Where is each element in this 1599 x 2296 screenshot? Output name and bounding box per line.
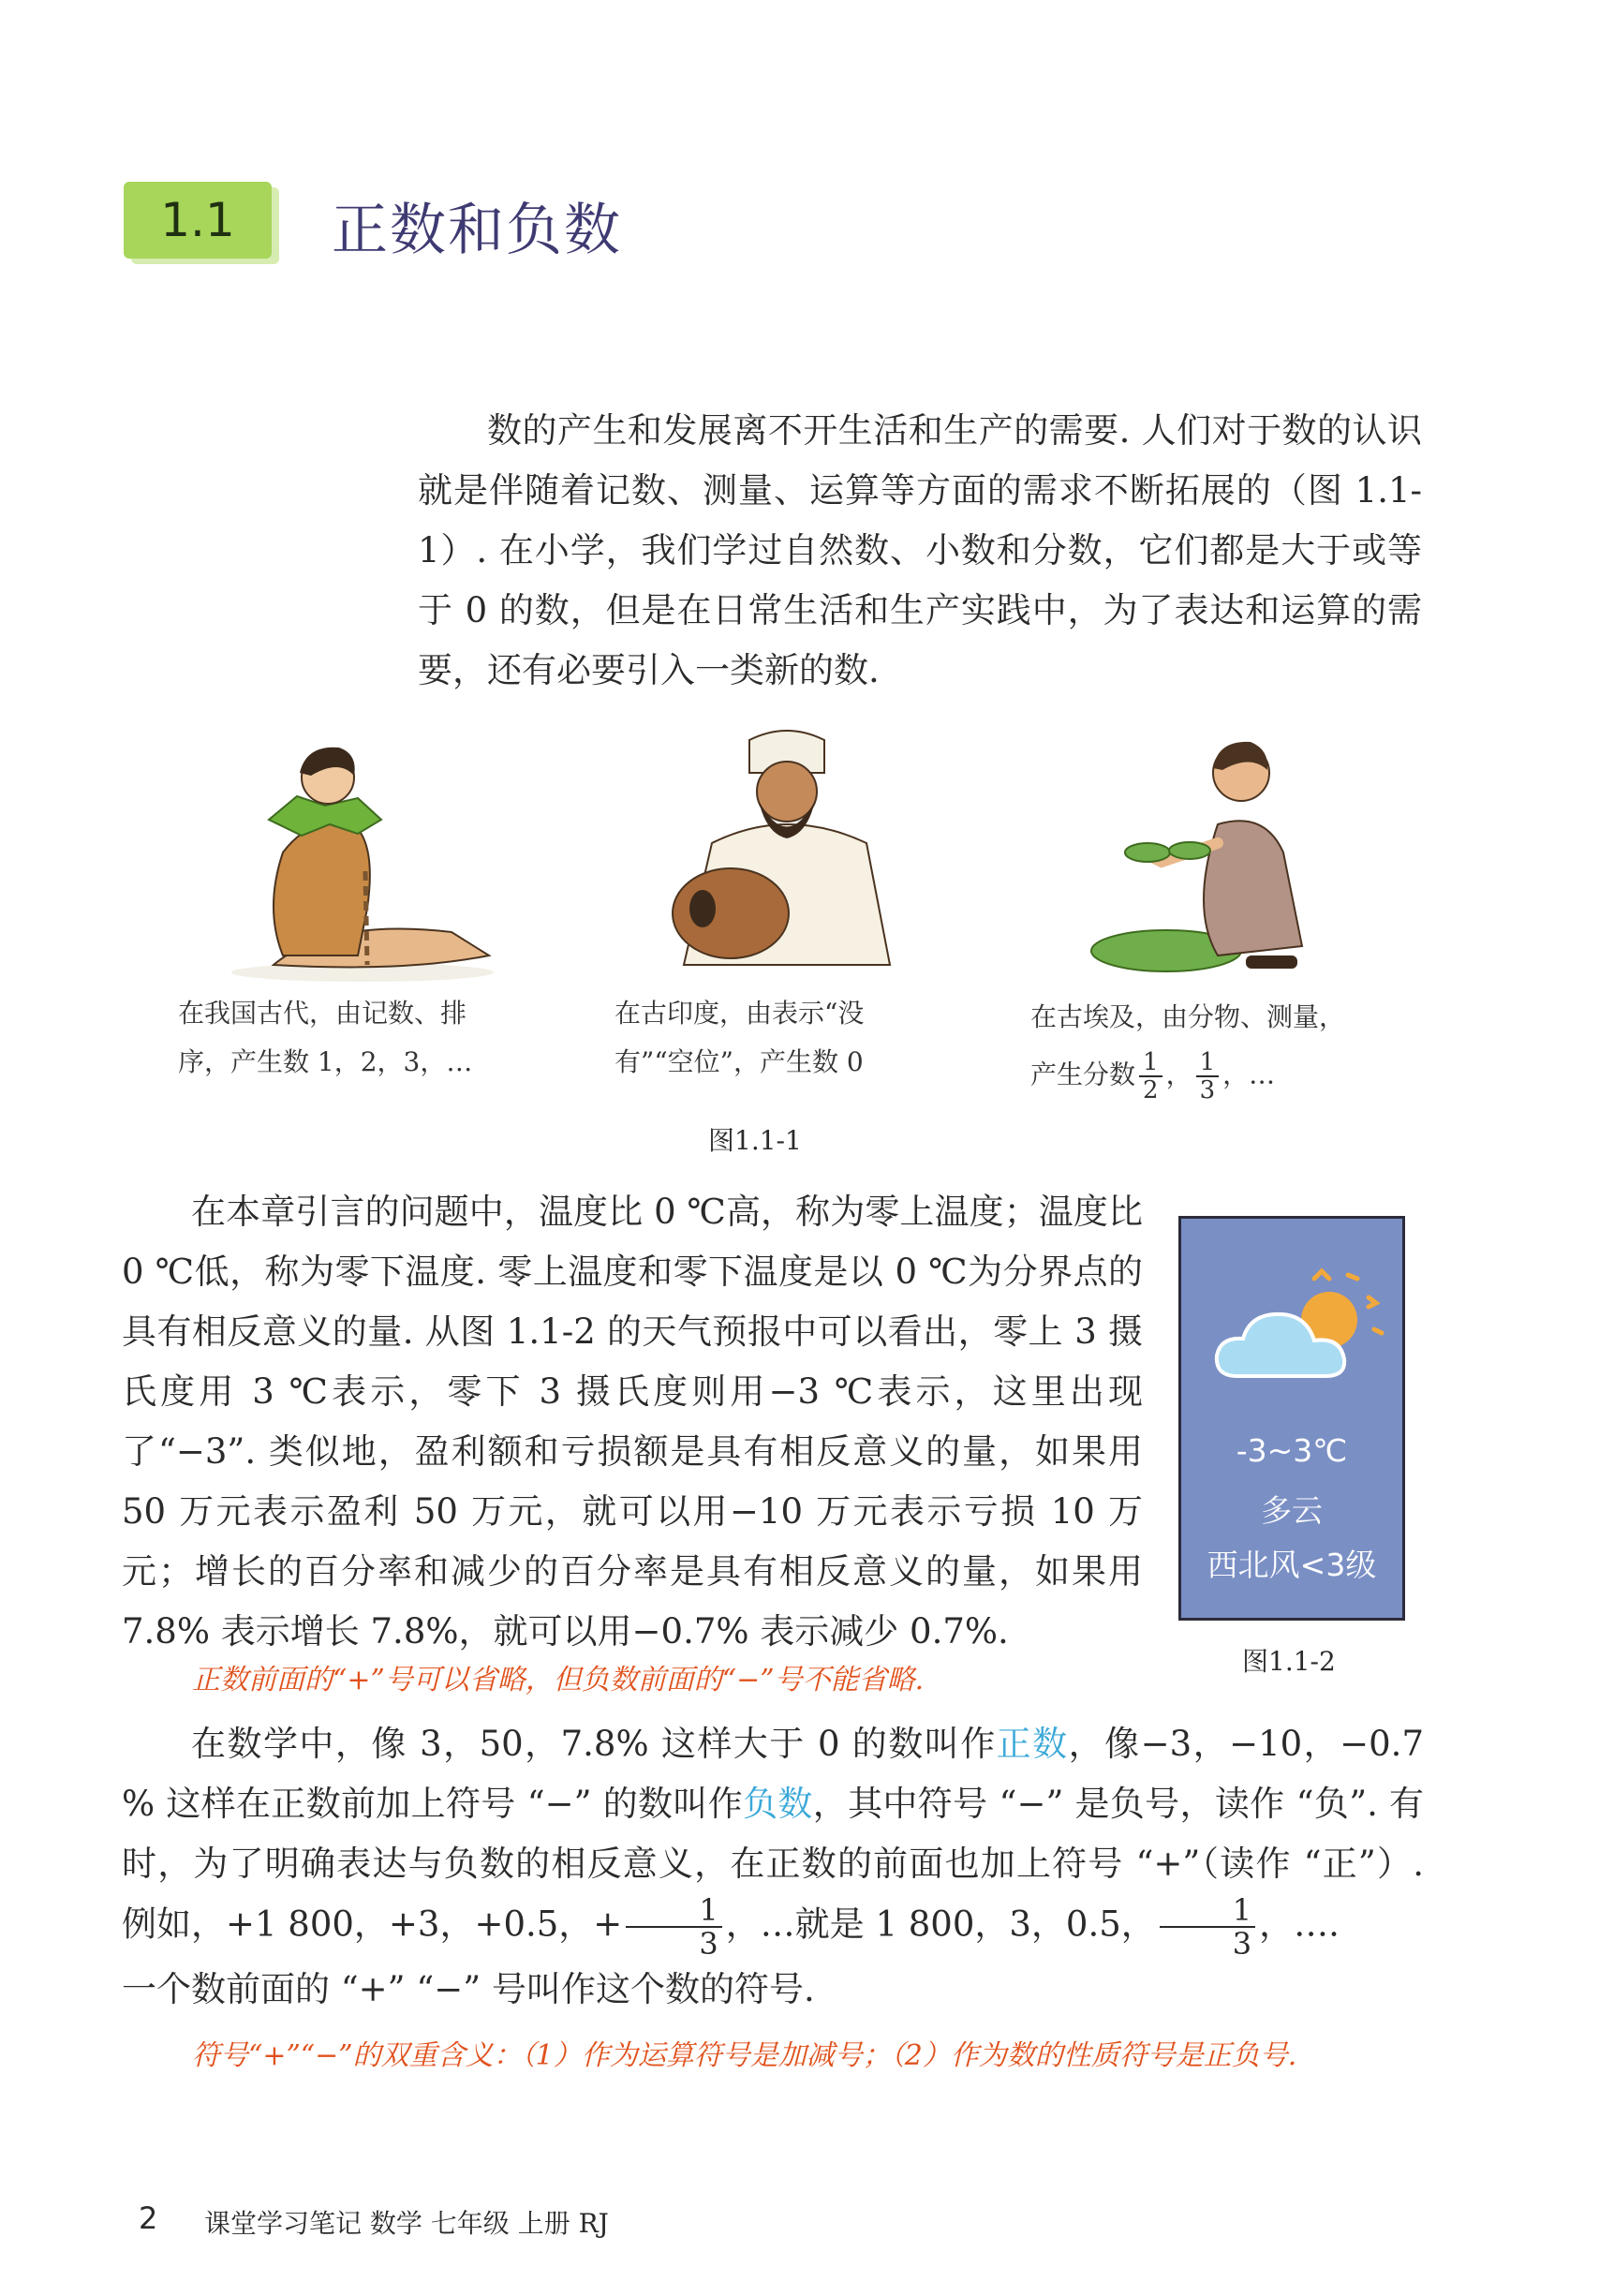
page-number: 2 — [139, 2200, 158, 2236]
caption-ancient-china: 在我国古代，由记数、排 序，产生数 1，2，3，… — [178, 998, 473, 1077]
section-number: 1.1 — [160, 193, 235, 247]
ancient-china-illustration — [217, 731, 508, 984]
section-number-badge — [124, 182, 272, 259]
ancient-egypt-illustration — [1077, 721, 1377, 984]
cloudy-sun-icon — [1209, 1266, 1387, 1397]
section-title: 正数和负数 — [332, 198, 622, 263]
weather-temperature: -3~3℃ — [1236, 1432, 1348, 1469]
weather-wind: 西北风<3级 — [1207, 1547, 1377, 1583]
book-title: 课堂学习笔记 数学 七年级 上册 RJ — [204, 2208, 609, 2239]
ancient-india-illustration — [646, 721, 927, 984]
note-sign-dual-meaning: 符号“+”“−”的双重含义：（1）作为运算符号是加减号；（2）作为数的性质符号是正负号. — [192, 2039, 1297, 2072]
fraction-one-third: $\frac{1}{3}$ — [626, 1894, 721, 1960]
figure-1-1-1-label: 图1.1-1 — [708, 1125, 802, 1156]
term-negative-number: 负数 — [743, 1784, 813, 1824]
caption-ancient-india: 在古印度，由表示“没 有”“空位”，产生数 0 — [614, 998, 865, 1077]
note-sign-omission: 正数前面的“+”号可以省略，但负数前面的“−”号不能省略. — [192, 1664, 925, 1696]
fraction-one-third: $\frac{1}{3}$ — [1160, 1894, 1255, 1960]
definition-paragraph: 在数学中，像 3，50，7.8% 这样大于 0 的数叫作正数，像−3，−10，−0.7 % 这样在正数前加上符号 “−” 的数叫作负数，其中符号 “−” 是负号，读作 “负”. 有时，为了明确表达与负数的相反意义，在正数的前面也加上符号 “+”（读作 “正”）. 例如，+1 800，+3，+0.5，+ $\frac{1}{3}$ ，…就是 1 800，3，0.5， $\frac{1}{3}$ ，…. 一个数前面的 “+” “−” 号叫作这个数的符号. — [122, 1714, 1424, 2020]
fraction-one-third: $\frac{1}{3}$ — [1196, 1049, 1220, 1104]
sign-definition: 一个数前面的 “+” “−” 号叫作这个数的符号. — [122, 1969, 815, 2009]
fraction-one-half: $\frac{1}{2}$ — [1139, 1049, 1162, 1104]
weather-condition: 多云 — [1261, 1492, 1323, 1529]
caption-ancient-egypt: 在古埃及，由分物、测量， 产生分数 $\frac{1}{2}$ ， $\frac{1}{3}$ ，… — [1030, 1001, 1346, 1104]
intro-paragraph: 数的产生和发展离不开生活和生产的需要. 人们对于数的认识就是伴随着记数、测量、运算等方面的需求不断拓展的（图 1.1-1）. 在小学，我们学过自然数、小数和分数，它们都是大于或等于 0 的数，但是在日常生活和生产实践中，为了表达和运算的需要，还有必要引入一类新的数. — [418, 410, 1422, 690]
weather-forecast-card — [1178, 1216, 1405, 1621]
figure-1-1-2-label: 图1.1-2 — [1242, 1646, 1336, 1677]
term-positive-number: 正数 — [996, 1724, 1069, 1764]
temperature-paragraph: 在本章引言的问题中，温度比 0 ℃高，称为零上温度；温度比 0 ℃低，称为零下温度. 零上温度和零下温度是以 0 ℃为分界点的具有相反意义的量. 从图 1.1-2 的天气预报中可以看出，零上 3 摄氏度用 3 ℃表示，零下 3 摄氏度则用−3 ℃表示，这里出现了“−3”. 类似地，盈利额和亏损额是具有相反意义的量，如果用 50 万元表示盈利 50 万元，就可以用−10 万元表示亏损 10 万元；增长的百分率和减少的百分率是具有相反意义的量，如果用 7.8% 表示增长 7.8%，就可以用−0.7% 表示减少 0.7%. — [122, 1192, 1143, 1652]
